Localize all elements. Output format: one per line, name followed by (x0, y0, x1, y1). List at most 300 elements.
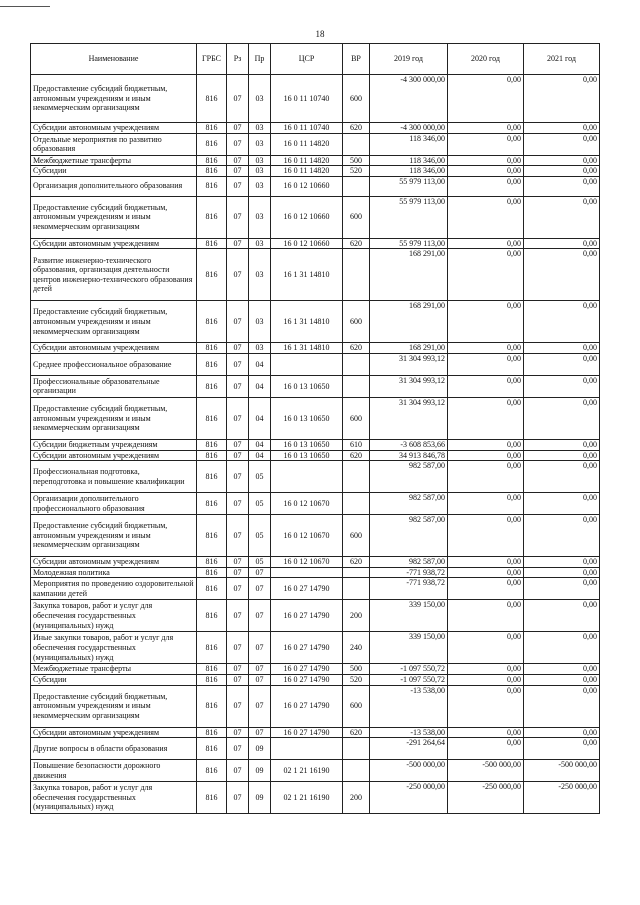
table-row (31, 123, 600, 134)
cell-pr: 07 (249, 600, 271, 632)
cell-2021: 0,00 (524, 632, 600, 664)
cell-2021: 0,00 (524, 375, 600, 397)
cell-rz: 07 (227, 632, 249, 664)
table-row (31, 375, 600, 397)
cell-2021: 0,00 (524, 567, 600, 578)
cell-rz: 07 (227, 196, 249, 238)
cell-rz: 07 (227, 238, 249, 249)
cell-grbs: 816 (197, 515, 227, 557)
cell-grbs: 816 (197, 166, 227, 177)
cell-2021: 0,00 (524, 353, 600, 375)
cell-grbs: 816 (197, 75, 227, 123)
cell-2020: 0,00 (448, 557, 524, 568)
cell-pr: 03 (249, 176, 271, 196)
table-row (31, 249, 600, 301)
cell-rz: 07 (227, 461, 249, 493)
cell-grbs: 816 (197, 176, 227, 196)
cell-grbs: 816 (197, 397, 227, 439)
cell-pr: 07 (249, 727, 271, 738)
cell-2020: 0,00 (448, 632, 524, 664)
cell-2019: -771 938,72 (370, 578, 448, 600)
table-row (31, 664, 600, 675)
cell-csr: 16 0 11 10740 (271, 123, 343, 134)
table-row (31, 353, 600, 375)
cell-2021: 0,00 (524, 249, 600, 301)
cell-name: Мероприятия по проведению оздоровительной кампании детей (31, 578, 197, 600)
cell-2020: 0,00 (448, 685, 524, 727)
cell-vr: 200 (343, 600, 370, 632)
cell-vr: 520 (343, 674, 370, 685)
cell-2021: 0,00 (524, 439, 600, 450)
cell-2020: 0,00 (448, 249, 524, 301)
cell-2020: 0,00 (448, 397, 524, 439)
cell-csr: 16 0 11 14820 (271, 155, 343, 166)
cell-grbs: 816 (197, 600, 227, 632)
cell-2020: 0,00 (448, 664, 524, 675)
cell-pr: 04 (249, 439, 271, 450)
cell-pr: 07 (249, 567, 271, 578)
cell-grbs: 816 (197, 155, 227, 166)
cell-rz: 07 (227, 133, 249, 155)
cell-csr: 16 1 31 14810 (271, 249, 343, 301)
cell-2019: 982 587,00 (370, 493, 448, 515)
cell-2021: 0,00 (524, 397, 600, 439)
table-row (31, 567, 600, 578)
cell-vr: 600 (343, 75, 370, 123)
cell-rz: 07 (227, 738, 249, 760)
cell-rz: 07 (227, 176, 249, 196)
cell-vr: 200 (343, 782, 370, 814)
cell-name: Предоставление субсидий бюджетным, автономным учреждениям и иным некоммерческим организациям (31, 75, 197, 123)
cell-rz: 07 (227, 166, 249, 177)
cell-csr: 16 0 11 10740 (271, 75, 343, 123)
cell-grbs: 816 (197, 664, 227, 675)
table-row (31, 760, 600, 782)
cell-2019: 982 587,00 (370, 557, 448, 568)
cell-2019: 982 587,00 (370, 515, 448, 557)
cell-name: Предоставление субсидий бюджетным, автономным учреждениям и иным некоммерческим организациям (31, 397, 197, 439)
cell-grbs: 816 (197, 632, 227, 664)
cell-rz: 07 (227, 782, 249, 814)
table-row (31, 238, 600, 249)
cell-2019: -1 097 550,72 (370, 674, 448, 685)
cell-2019: 34 913 846,78 (370, 450, 448, 461)
cell-2020: 0,00 (448, 461, 524, 493)
cell-name: Субсидии (31, 166, 197, 177)
cell-csr: 16 0 27 14790 (271, 674, 343, 685)
cell-name: Другие вопросы в области образования (31, 738, 197, 760)
cell-pr: 07 (249, 674, 271, 685)
cell-grbs: 816 (197, 674, 227, 685)
cell-name: Отдельные мероприятия по развитию образования (31, 133, 197, 155)
cell-2021: 0,00 (524, 450, 600, 461)
cell-pr: 05 (249, 515, 271, 557)
cell-2019: 31 304 993,12 (370, 353, 448, 375)
cell-2019: 982 587,00 (370, 461, 448, 493)
cell-2021: 0,00 (524, 664, 600, 675)
header-row (31, 44, 600, 75)
cell-csr: 16 0 12 10660 (271, 196, 343, 238)
col-header-name: Наименование (31, 44, 197, 75)
cell-csr (271, 353, 343, 375)
cell-grbs: 816 (197, 461, 227, 493)
cell-pr: 09 (249, 782, 271, 814)
cell-2021: 0,00 (524, 685, 600, 727)
cell-2021: 0,00 (524, 461, 600, 493)
cell-name: Субсидии автономным учреждениям (31, 727, 197, 738)
cell-pr: 05 (249, 493, 271, 515)
cell-csr: 16 0 12 10670 (271, 493, 343, 515)
cell-2020: 0,00 (448, 738, 524, 760)
cell-rz: 07 (227, 664, 249, 675)
cell-2019: -771 938,72 (370, 567, 448, 578)
table-row (31, 727, 600, 738)
cell-rz: 07 (227, 578, 249, 600)
cell-rz: 07 (227, 600, 249, 632)
cell-2019: -13 538,00 (370, 727, 448, 738)
cell-rz: 07 (227, 353, 249, 375)
cell-2019: 168 291,00 (370, 343, 448, 354)
cell-name: Предоставление субсидий бюджетным, автономным учреждениям и иным некоммерческим организациям (31, 196, 197, 238)
table-row (31, 578, 600, 600)
cell-grbs: 816 (197, 578, 227, 600)
cell-2020: 0,00 (448, 238, 524, 249)
table-row (31, 301, 600, 343)
cell-2021: 0,00 (524, 196, 600, 238)
table-row (31, 75, 600, 123)
cell-2019: 55 979 113,00 (370, 238, 448, 249)
cell-name: Среднее профессиональное образование (31, 353, 197, 375)
cell-pr: 03 (249, 123, 271, 134)
cell-pr: 04 (249, 375, 271, 397)
cell-grbs: 816 (197, 343, 227, 354)
cell-pr: 05 (249, 461, 271, 493)
table-row (31, 343, 600, 354)
cell-2020: 0,00 (448, 375, 524, 397)
cell-name: Предоставление субсидий бюджетным, автономным учреждениям и иным некоммерческим организациям (31, 685, 197, 727)
cell-2021: 0,00 (524, 133, 600, 155)
cell-pr: 03 (249, 343, 271, 354)
cell-vr (343, 133, 370, 155)
cell-vr: 600 (343, 301, 370, 343)
cell-vr (343, 461, 370, 493)
cell-vr (343, 353, 370, 375)
cell-vr (343, 176, 370, 196)
cell-csr: 16 0 12 10660 (271, 176, 343, 196)
cell-2021: 0,00 (524, 727, 600, 738)
cell-rz: 07 (227, 685, 249, 727)
table-row (31, 738, 600, 760)
cell-vr: 600 (343, 685, 370, 727)
cell-vr: 520 (343, 166, 370, 177)
cell-pr: 04 (249, 353, 271, 375)
cell-vr: 500 (343, 155, 370, 166)
col-header-csr: ЦСР (271, 44, 343, 75)
cell-2019: 118 346,00 (370, 166, 448, 177)
cell-csr: 16 1 31 14810 (271, 343, 343, 354)
cell-name: Субсидии автономным учреждениям (31, 557, 197, 568)
cell-name: Субсидии автономным учреждениям (31, 238, 197, 249)
cell-vr: 600 (343, 196, 370, 238)
cell-grbs: 816 (197, 375, 227, 397)
cell-name: Закупка товаров, работ и услуг для обеспечения государственных (муниципальных) нужд (31, 782, 197, 814)
cell-2019: 339 150,00 (370, 600, 448, 632)
cell-csr: 16 0 13 10650 (271, 397, 343, 439)
cell-2021: 0,00 (524, 600, 600, 632)
cell-2019: -1 097 550,72 (370, 664, 448, 675)
cell-name: Межбюджетные трансферты (31, 155, 197, 166)
cell-rz: 07 (227, 567, 249, 578)
cell-grbs: 816 (197, 782, 227, 814)
cell-name: Организации дополнительного профессионального образования (31, 493, 197, 515)
cell-2020: -500 000,00 (448, 760, 524, 782)
cell-grbs: 816 (197, 123, 227, 134)
cell-rz: 07 (227, 557, 249, 568)
cell-rz: 07 (227, 493, 249, 515)
cell-pr: 03 (249, 155, 271, 166)
cell-2020: 0,00 (448, 578, 524, 600)
table-row (31, 397, 600, 439)
table-row (31, 176, 600, 196)
cell-2020: 0,00 (448, 176, 524, 196)
cell-rz: 07 (227, 397, 249, 439)
cell-vr (343, 578, 370, 600)
cell-rz: 07 (227, 450, 249, 461)
cell-vr: 620 (343, 450, 370, 461)
cell-csr: 16 0 12 10670 (271, 557, 343, 568)
table-row (31, 515, 600, 557)
col-header-2019: 2019 год (370, 44, 448, 75)
cell-csr: 16 0 12 10670 (271, 515, 343, 557)
cell-csr (271, 567, 343, 578)
cell-rz: 07 (227, 249, 249, 301)
cell-rz: 07 (227, 674, 249, 685)
cell-pr: 03 (249, 249, 271, 301)
cell-2019: -3 608 853,66 (370, 439, 448, 450)
cell-csr: 16 0 11 14820 (271, 166, 343, 177)
cell-vr (343, 760, 370, 782)
cell-grbs: 816 (197, 133, 227, 155)
cell-2021: 0,00 (524, 166, 600, 177)
table-row (31, 439, 600, 450)
cell-2020: 0,00 (448, 450, 524, 461)
cell-rz: 07 (227, 515, 249, 557)
cell-pr: 04 (249, 450, 271, 461)
cell-2020: 0,00 (448, 353, 524, 375)
cell-2019: 168 291,00 (370, 249, 448, 301)
cell-2019: 55 979 113,00 (370, 196, 448, 238)
cell-2020: 0,00 (448, 727, 524, 738)
cell-vr (343, 738, 370, 760)
cell-2020: 0,00 (448, 493, 524, 515)
cell-2020: 0,00 (448, 123, 524, 134)
cell-csr: 16 0 13 10650 (271, 450, 343, 461)
table-row (31, 674, 600, 685)
cell-2021: 0,00 (524, 176, 600, 196)
cell-vr: 240 (343, 632, 370, 664)
cell-rz: 07 (227, 343, 249, 354)
cell-name: Повышение безопасности дорожного движения (31, 760, 197, 782)
cell-2021: 0,00 (524, 123, 600, 134)
table-row (31, 685, 600, 727)
cell-rz: 07 (227, 375, 249, 397)
cell-name: Субсидии автономным учреждениям (31, 123, 197, 134)
table-row (31, 461, 600, 493)
table-row (31, 450, 600, 461)
cell-2021: 0,00 (524, 515, 600, 557)
cell-pr: 03 (249, 133, 271, 155)
cell-2021: 0,00 (524, 493, 600, 515)
cell-vr: 620 (343, 123, 370, 134)
cell-csr: 16 0 27 14790 (271, 727, 343, 738)
table-row (31, 600, 600, 632)
table-body (31, 75, 600, 814)
cell-2020: 0,00 (448, 155, 524, 166)
cell-2019: -4 300 000,00 (370, 75, 448, 123)
cell-name: Субсидии автономным учреждениям (31, 343, 197, 354)
cell-pr: 03 (249, 196, 271, 238)
cell-2021: 0,00 (524, 238, 600, 249)
cell-2020: 0,00 (448, 515, 524, 557)
cell-2021: 0,00 (524, 674, 600, 685)
cell-2021: 0,00 (524, 343, 600, 354)
cell-name: Предоставление субсидий бюджетным, автономным учреждениям и иным некоммерческим организациям (31, 515, 197, 557)
cell-2020: 0,00 (448, 343, 524, 354)
cell-2019: -500 000,00 (370, 760, 448, 782)
cell-pr: 03 (249, 166, 271, 177)
col-header-grbs: ГРБС (197, 44, 227, 75)
cell-2019: -291 264,64 (370, 738, 448, 760)
cell-csr: 16 0 27 14790 (271, 632, 343, 664)
cell-2020: 0,00 (448, 133, 524, 155)
cell-2021: 0,00 (524, 155, 600, 166)
cell-grbs: 816 (197, 493, 227, 515)
cell-name: Профессиональная подготовка, переподготовка и повышение квалификации (31, 461, 197, 493)
cell-rz: 07 (227, 727, 249, 738)
cell-2019: 118 346,00 (370, 155, 448, 166)
cell-pr: 03 (249, 238, 271, 249)
cell-vr: 620 (343, 557, 370, 568)
cell-pr: 04 (249, 397, 271, 439)
cell-vr (343, 249, 370, 301)
cell-2021: 0,00 (524, 301, 600, 343)
cell-2021: 0,00 (524, 75, 600, 123)
top-rule (0, 6, 50, 7)
cell-rz: 07 (227, 301, 249, 343)
cell-csr: 16 0 27 14790 (271, 664, 343, 675)
cell-name: Профессиональные образовательные организации (31, 375, 197, 397)
table-row (31, 557, 600, 568)
cell-2019: -4 300 000,00 (370, 123, 448, 134)
table-row (31, 196, 600, 238)
cell-2020: 0,00 (448, 439, 524, 450)
cell-2019: 168 291,00 (370, 301, 448, 343)
cell-grbs: 816 (197, 567, 227, 578)
cell-grbs: 816 (197, 557, 227, 568)
cell-grbs: 816 (197, 301, 227, 343)
cell-2019: -250 000,00 (370, 782, 448, 814)
cell-2020: 0,00 (448, 166, 524, 177)
cell-name: Организация дополнительного образования (31, 176, 197, 196)
cell-2021: 0,00 (524, 738, 600, 760)
cell-grbs: 816 (197, 738, 227, 760)
col-header-2021: 2021 год (524, 44, 600, 75)
cell-grbs: 816 (197, 685, 227, 727)
cell-2020: 0,00 (448, 567, 524, 578)
cell-2020: 0,00 (448, 301, 524, 343)
cell-2019: 118 346,00 (370, 133, 448, 155)
page-number: 18 (315, 29, 325, 39)
cell-pr: 05 (249, 557, 271, 568)
cell-2019: -13 538,00 (370, 685, 448, 727)
cell-rz: 07 (227, 75, 249, 123)
cell-csr: 16 1 31 14810 (271, 301, 343, 343)
cell-name: Субсидии автономным учреждениям (31, 450, 197, 461)
table-row (31, 133, 600, 155)
cell-2021: 0,00 (524, 578, 600, 600)
cell-name: Субсидии бюджетным учреждениям (31, 439, 197, 450)
cell-name: Иные закупки товаров, работ и услуг для обеспечения государственных (муниципальных) нужд (31, 632, 197, 664)
cell-name: Развитие инженерно-технического образования, организация деятельности центров инженерно-технического образования детей (31, 249, 197, 301)
cell-vr: 620 (343, 343, 370, 354)
cell-csr (271, 738, 343, 760)
cell-grbs: 816 (197, 238, 227, 249)
cell-2019: 339 150,00 (370, 632, 448, 664)
cell-csr: 16 0 27 14790 (271, 600, 343, 632)
cell-grbs: 816 (197, 353, 227, 375)
cell-2019: 31 304 993,12 (370, 397, 448, 439)
table-row (31, 155, 600, 166)
cell-vr: 600 (343, 515, 370, 557)
cell-vr: 500 (343, 664, 370, 675)
cell-rz: 07 (227, 439, 249, 450)
cell-vr (343, 375, 370, 397)
cell-name: Межбюджетные трансферты (31, 664, 197, 675)
cell-pr: 03 (249, 301, 271, 343)
cell-2020: -250 000,00 (448, 782, 524, 814)
cell-csr: 02 1 21 16190 (271, 782, 343, 814)
cell-rz: 07 (227, 123, 249, 134)
cell-csr: 16 0 12 10660 (271, 238, 343, 249)
cell-grbs: 816 (197, 196, 227, 238)
cell-pr: 09 (249, 760, 271, 782)
cell-vr: 620 (343, 238, 370, 249)
cell-name: Субсидии (31, 674, 197, 685)
cell-2019: 31 304 993,12 (370, 375, 448, 397)
cell-grbs: 816 (197, 450, 227, 461)
cell-csr: 16 0 13 10650 (271, 375, 343, 397)
budget-table (30, 43, 600, 814)
cell-rz: 07 (227, 760, 249, 782)
cell-csr: 16 0 27 14790 (271, 685, 343, 727)
cell-2021: -250 000,00 (524, 782, 600, 814)
col-header-2020: 2020 год (448, 44, 524, 75)
cell-grbs: 816 (197, 439, 227, 450)
cell-2020: 0,00 (448, 75, 524, 123)
cell-grbs: 816 (197, 760, 227, 782)
table-row (31, 166, 600, 177)
cell-name: Молодежная политика (31, 567, 197, 578)
cell-csr: 02 1 21 16190 (271, 760, 343, 782)
table-row (31, 493, 600, 515)
cell-pr: 07 (249, 632, 271, 664)
cell-2020: 0,00 (448, 674, 524, 685)
table-row (31, 782, 600, 814)
cell-2020: 0,00 (448, 600, 524, 632)
cell-pr: 09 (249, 738, 271, 760)
cell-csr: 16 0 11 14820 (271, 133, 343, 155)
col-header-pr: Пр (249, 44, 271, 75)
